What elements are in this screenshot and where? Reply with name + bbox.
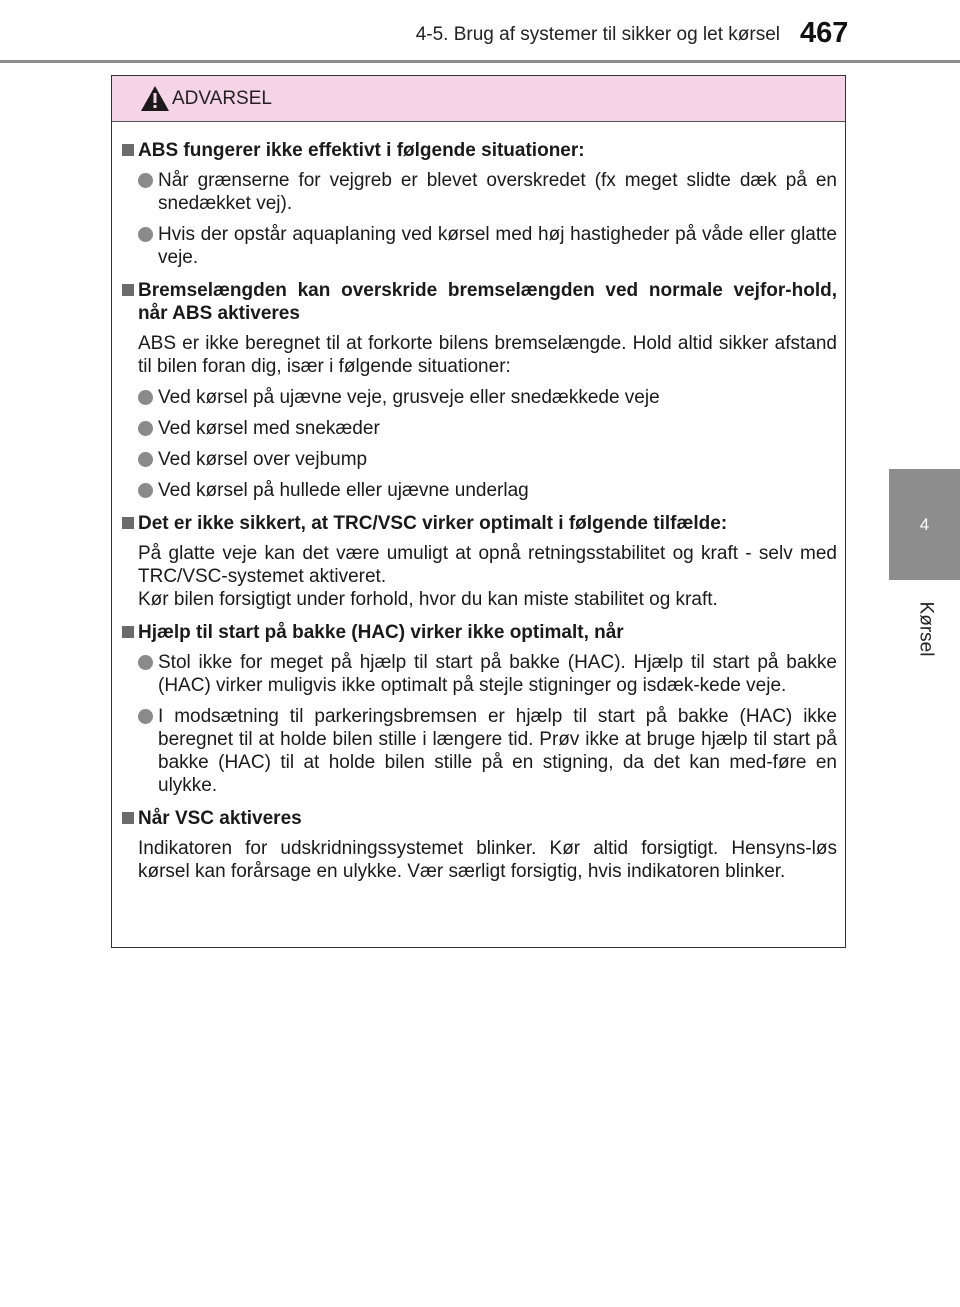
circle-bullet-icon	[138, 655, 153, 670]
circle-bullet-icon	[138, 390, 153, 405]
paragraph-line: På glatte veje kan det være umuligt at opnå retningsstabilitet og kraft - selv med TRC/VSC-systemet aktiveret.	[138, 543, 837, 587]
list-item: Når grænserne for vejgreb er blevet overskredet (fx meget slidte dæk på en snedækket vej).	[122, 169, 837, 215]
warning-content	[112, 122, 845, 883]
paragraph: ABS er ikke beregnet til at forkorte bilens bremselængde. Hold altid sikker afstand til bilen foran dig, især i følgende situationer:	[138, 333, 837, 377]
paragraph	[122, 542, 837, 611]
list-item: Stol ikke for meget på hjælp til start på bakke (HAC). Hjælp til start på bakke (HAC) virker muligvis ikke optimalt på stejle stigninger og isdæk-kede veje.	[122, 651, 837, 697]
warning-title: ADVARSEL	[172, 88, 272, 109]
circle-bullet-icon	[138, 227, 153, 242]
list-item: Ved kørsel på hullede eller ujævne underlag	[122, 479, 837, 502]
warning-triangle-icon	[140, 85, 170, 112]
list-item: Ved kørsel på ujævne veje, grusveje eller snedækkede veje	[122, 386, 837, 409]
circle-bullet-icon	[138, 421, 153, 436]
section-heading-hac: Hjælp til start på bakke (HAC) virker ikke optimalt, når	[122, 621, 837, 644]
square-bullet-icon	[122, 144, 134, 156]
section-heading-braking-distance: Bremselængden kan overskride bremselængden ved normale vejfor-hold, når ABS aktiveres	[122, 279, 837, 325]
paragraph: Indikatoren for udskridningssystemet blinker. Kør altid forsigtigt. Hensyns-løs kørsel kan forårsage en ulykke. Vær særligt forsigtig, hvis indikatoren blinker.	[138, 838, 837, 882]
list-item: Ved kørsel over vejbump	[122, 448, 837, 471]
list-item: Hvis der opstår aquaplaning ved kørsel med høj hastigheder på våde eller glatte veje.	[122, 223, 837, 269]
warning-header	[112, 76, 845, 122]
header-rule	[0, 60, 960, 63]
square-bullet-icon	[122, 626, 134, 638]
circle-bullet-icon	[138, 452, 153, 467]
chapter-label: Kørsel	[915, 601, 936, 657]
section-heading-abs: ABS fungerer ikke effektivt i følgende situationer:	[122, 139, 837, 162]
paragraph-line: Kør bilen forsigtigt under forhold, hvor du kan miste stabilitet og kraft.	[138, 589, 718, 610]
square-bullet-icon	[122, 517, 134, 529]
circle-bullet-icon	[138, 709, 153, 724]
chapter-tab	[889, 469, 960, 580]
chapter-label-wrapper	[890, 584, 960, 674]
list-item: Ved kørsel med snekæder	[122, 417, 837, 440]
list-item: I modsætning til parkeringsbremsen er hjælp til start på bakke (HAC) ikke beregnet til at holde bilen stille i længere tid. Prøv ikke at bruge hjælp til start på bakke (HAC) til at holde bilen stille på en stigning, da det kan med-føre en ulykke.	[122, 705, 837, 797]
circle-bullet-icon	[138, 173, 153, 188]
square-bullet-icon	[122, 812, 134, 824]
circle-bullet-icon	[138, 483, 153, 498]
warning-box	[111, 75, 846, 948]
page-number: 467	[800, 17, 849, 49]
section-heading-vsc-active: Når VSC aktiveres	[122, 807, 837, 830]
section-title: 4-5. Brug af systemer til sikker og let kørsel	[415, 24, 780, 45]
square-bullet-icon	[122, 284, 134, 296]
chapter-number: 4	[919, 514, 930, 534]
section-heading-trc-vsc: Det er ikke sikkert, at TRC/VSC virker optimalt i følgende tilfælde:	[122, 512, 837, 535]
